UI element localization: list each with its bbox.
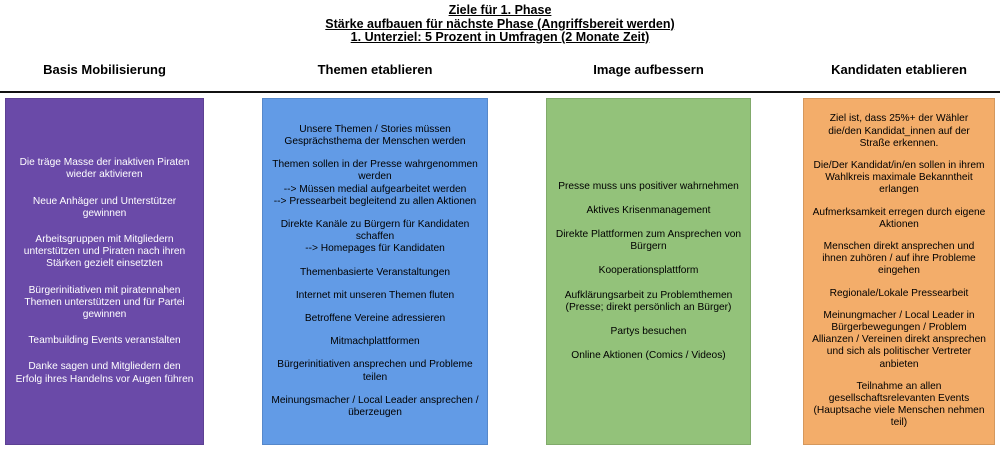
box-item-line: Direkte Plattformen zum Ansprechen von Bürgern [555, 228, 742, 253]
box-item-line: Direkte Kanäle zu Bürgern für Kandidaten schaffen [280, 218, 470, 243]
box-themen-etablieren [262, 98, 488, 445]
column-title-themen: Themen etablieren [317, 62, 433, 77]
box-item [812, 113, 986, 150]
box-image-aufbessern [546, 98, 751, 445]
box-item-line: Die/Der Kandidat/in/en sollen in ihrem Wahlkreis maximale Bekanntheit erlangen [813, 159, 985, 196]
box-item-line: Bürgerinitiativen ansprechen und Probleme teilen [277, 359, 473, 383]
box-item [271, 124, 479, 148]
box-item [555, 290, 742, 314]
box-kandidaten-etablieren [803, 98, 995, 445]
box-item-line: Internet mit unseren Themen fluten [295, 289, 455, 301]
column-title-image: Image aufbessern [593, 62, 704, 77]
box-item-line: Kooperationsplattform [598, 265, 699, 277]
header-divider [0, 91, 1000, 93]
box-item-line: Online Aktionen (Comics / Videos) [571, 350, 726, 362]
header-subgoal: 1. Unterziel: 5 Prozent in Umfragen (2 Monate Zeit) [350, 30, 650, 44]
box-item-line: Unsere Themen / Stories müssen Gesprächsthema der Menschen werden [284, 123, 466, 147]
box-item [812, 310, 986, 371]
box-item [296, 290, 454, 302]
box-item [14, 361, 195, 385]
box-item [812, 241, 986, 278]
box-item-line: --> Pressearbeit begleitend zu allen Aktionen [273, 195, 477, 207]
box-item-line: Presse muss uns positiver wahrnehmen [558, 180, 739, 192]
box-item [14, 285, 195, 322]
box-item-line: Themenbasierte Veranstaltungen [299, 266, 451, 278]
box-item-line: Betroffene Vereine adressieren [304, 313, 446, 324]
box-item [599, 265, 699, 277]
box-item [300, 267, 450, 279]
box-item-line: --> Homepages für Kandidaten [305, 243, 445, 255]
box-item [330, 336, 419, 348]
box-item [830, 288, 969, 300]
box-item [586, 205, 710, 217]
box-item-line: Ziel ist, dass 25%+ der Wähler die/den Kandidat_innen auf der Straße erkennen. [828, 113, 970, 149]
box-item [558, 181, 739, 193]
box-item-line: Aufklärungsarbeit zu Problemthemen (Presse; direkt persönlich an Bürger) [564, 289, 733, 313]
box-basis-mobilisierung [5, 98, 204, 445]
box-item [14, 157, 195, 181]
box-item-line: Arbeitsgruppen mit Mitgliedern unterstützen und Piraten nach ihren Stärken gezielt einsetzten [23, 233, 186, 270]
box-item-line: Mitmachplattformen [330, 336, 420, 348]
box-item-line: Partys besuchen [610, 326, 687, 337]
box-item-line: Menschen direkt ansprechen und ihnen zuhören / auf ihre Probleme eingehen [822, 240, 976, 277]
box-item-line: Aktives Krisenmanagement [586, 204, 711, 216]
box-item-line: --> Müssen medial aufgearbeitet werden [283, 183, 467, 195]
box-item [271, 395, 479, 419]
box-item [271, 359, 479, 383]
box-item-line: Themen sollen in der Presse wahrgenommen werden [272, 159, 478, 183]
box-item-line: Danke sagen und Mitgliedern den Erfolg ihres Handelns vor Augen führen [15, 361, 194, 385]
box-item-line: Bürgerinitiativen mit piratennahen Themen unterstützen und für Partei gewinnen [24, 284, 185, 320]
box-item [812, 207, 986, 231]
box-item-line: Neue Anhäger und Unterstützer gewinnen [32, 195, 177, 219]
box-item-line: Meinungmacher / Local Leader in Bürgerbewegungen / Problem Allianzen / Vereinen direkt ansprechen und sich als politischer Vertreter anbieten [812, 309, 986, 370]
box-item [571, 350, 725, 362]
box-item-line: Aufmerksamkeit erregen durch eigene Aktionen [812, 206, 986, 230]
box-item-line: Teambuilding Events veranstalten [28, 335, 181, 347]
box-item [555, 229, 742, 253]
box-item-line: Die träge Masse der inaktiven Piraten wieder aktivieren [19, 157, 190, 181]
box-item-line: Regionale/Lokale Pressearbeit [829, 287, 969, 299]
column-title-basis: Basis Mobilisierung [43, 62, 166, 77]
header-subtitle: Stärke aufbauen für nächste Phase (Angriffsbereit werden) [325, 16, 675, 31]
box-item [305, 313, 445, 325]
header-title: Ziele für 1. Phase [448, 3, 552, 17]
box-item [14, 234, 195, 271]
column-title-kandidaten: Kandidaten etablieren [831, 62, 967, 77]
box-item [271, 159, 479, 208]
box-item [28, 335, 180, 347]
box-item [14, 196, 195, 220]
page-header [0, 4, 1000, 45]
box-item [812, 381, 986, 430]
box-item [271, 219, 479, 256]
box-item-line: Meinungsmacher / Local Leader ansprechen / überzeugen [271, 394, 479, 419]
box-item [611, 326, 687, 338]
box-item-line: Teilnahme an allen gesellschaftsrelevanten Events (Hauptsache viele Menschen nehmen teil) [813, 380, 985, 429]
box-item [812, 160, 986, 197]
